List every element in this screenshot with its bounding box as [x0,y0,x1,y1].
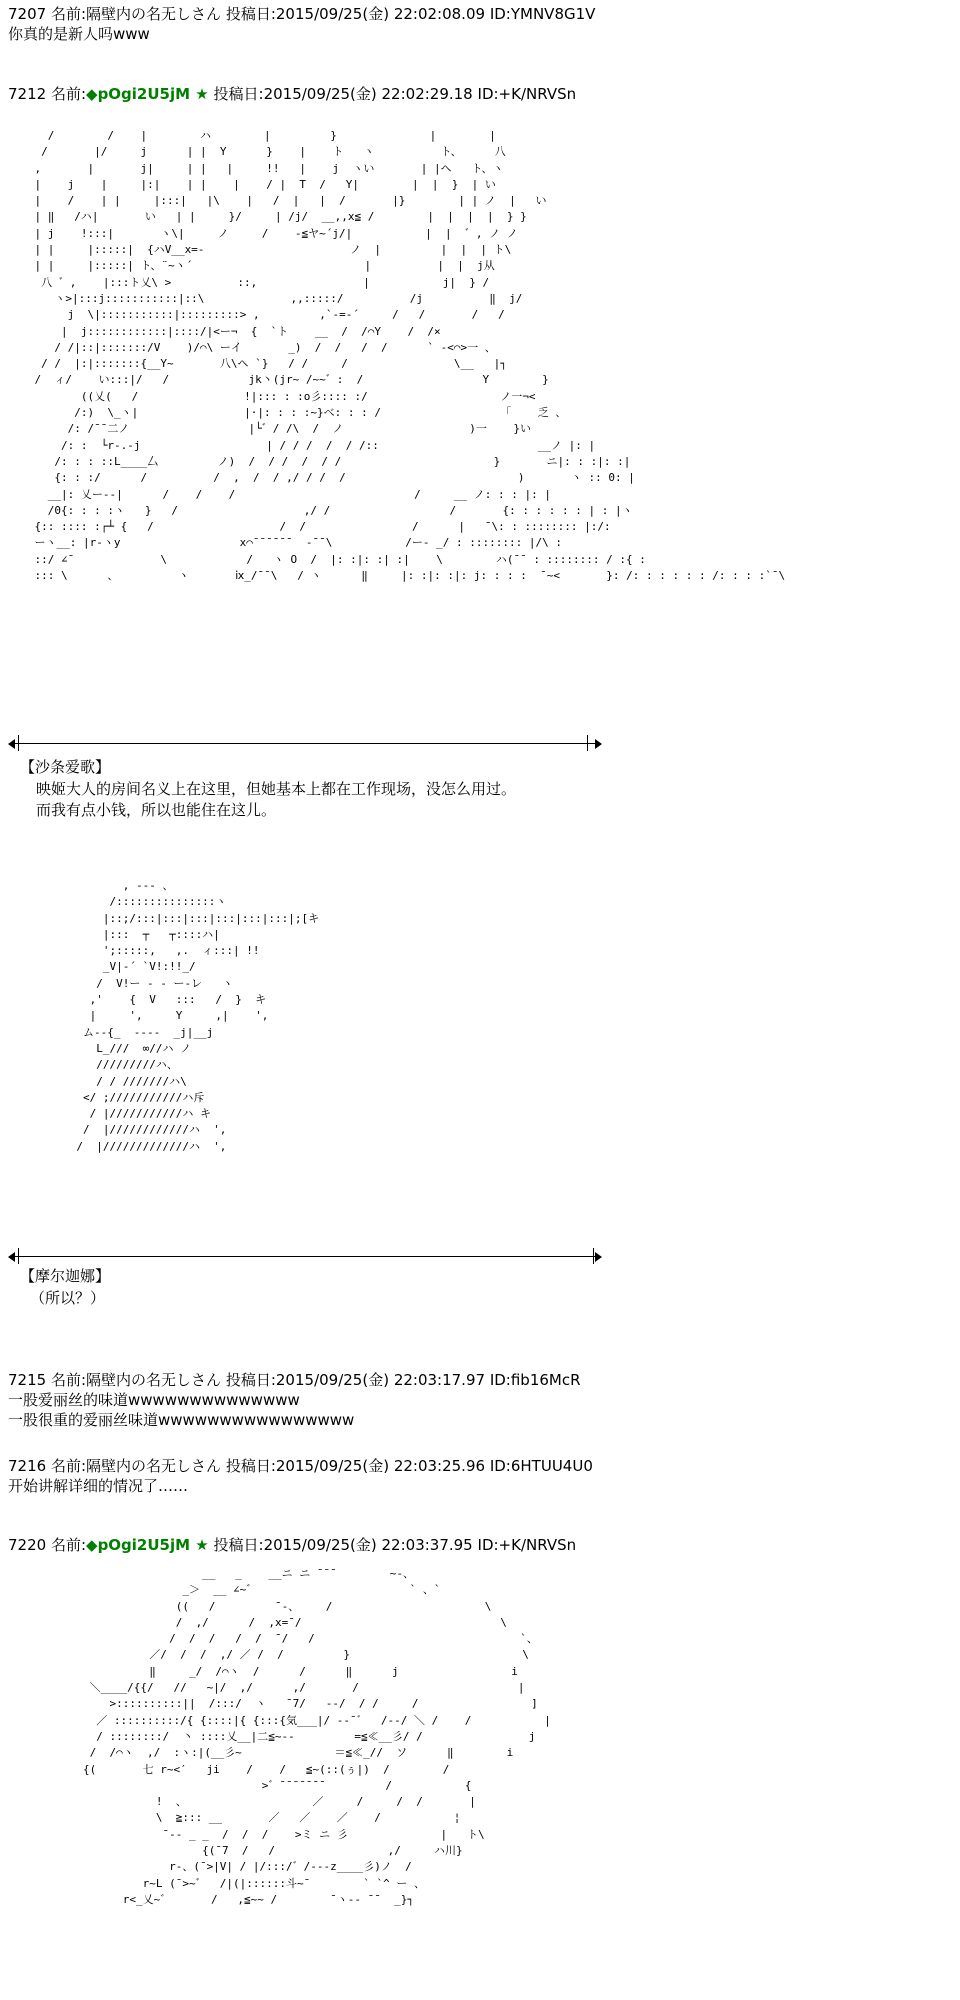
poster-id: ID:6HTUU4U0 [489,1457,593,1475]
divider-tick [593,1248,594,1264]
post-number: 7216 [8,1457,47,1475]
post-date: 2015/09/25(金) 22:02:29.18 [263,85,473,103]
post-header [8,1370,938,1390]
poster-id: ID:fib16McR [489,1371,581,1389]
ascii-art-aika: / / | ハ | } | | / |/ j | | Y } | ト ヽ ト、 八 , | j| | | | !! | j ヽい | |ヘ ト、ヽ | j | |:| | | | / | T / Y| | | } | い | / | | |:::| |\ | / | | / |} | | ノ | い | ‖ /ハ| い | | }/ | /j/ __,,x≦ / | | | | } } | j !:::| ヽ\| ノ / -≦ヤ~´j/| | | ゛, ノ ノ | | |:::::| {ハV__x=- ノ | | | | ト\ | | |:::::| ト、¨~ヽ´ | | | j从 八 ゛, |:::ト乂\ > ::, | j| } / ヽ>|:::j:::::::::::|::\ ,,:::::/ /j ‖ j/ j \|:::::::::::|:::::::::> , ,`-=‐´ / / / / | j::::::::::::|::::/|<ー¬ { `ト __ / /⌒Y / /× / /|::|:::::::/V )/⌒\ ーイ _) / / / / ` -<⌒>一 、 / / |:|:::::::{__Y~ 八\ヘ `} / / / \__ |┐ / ィ/ い:::|/ / jk丶(jr~ /~~゛: / Y } ((乂( / !|::: : :o彡:::: :/ ノ一¬< /:) \_ヽ| |·|: : : :~}べ: : : / 「 乏 、 /: /¯¯二ノ |└゛/ /\ / ノ )一 }い /: : └r‐.-j | / / / / / /:: __ノ |: | /: : : ::L____厶 ノ) / / / / / / } ニ|: : :|: :| {: : :/ / / , / / ,/ / / / ) ヽ :: 0: | __|: 乂ー‐-| / / / / __ ノ: : : |: | /0{: : : :ヽ } / ,/ / / {: : : : : : | : |ヽ {:: :::: :┌┴ { / / / / | ¯\: : :::::::: |:/: ーヽ__: |r‐ヽy x⌒¯¯¯¯¯¯ ‐¯¯\ /ー‐ _/ : :::::::: |/\ : ::/ ∠¯ \ / ヽ O / |: :|: :| :| \ ハ(¯¯ : :::::::: / :{ : ::: \ 、 ヽ ⅸ_/¯¯\ / ヽ ‖ |: :|: :|: j: : : : ¯~< }: /: : : : : : /: : : :`¯\ [34,129,786,583]
post-7215 [8,1370,938,1430]
speaker-tag: 【摩尔迦娜】 [20,1267,111,1285]
ascii-art-morgana: , ‐‐‐ 、 /:::::::::::::::ヽ |::;/:::|:::|:::|:::|:::|:::|;[キ |::: ┬ ┬::::ハ| ';:::::, ,. ィ:::| !! _V|-´ `V!:!!_/ / V!ー ‐ - ー‐レ ヽ ,' { V ::: / } キ | ', Y ,| ', ム‐‐{_ ‐‐‐‐ _j|__j L_/// ∞//ハ ノ /////////ハ、 / / ///////ハ\ </ ;///////////ハ斥 / |///////////ハ キ / |////////////ハ ', / |/////////////ハ ', [76,879,320,1153]
post-header [8,1456,938,1476]
poster-id: ID:+K/NRVSn [477,1536,577,1554]
post-text: 一股很重的爱丽丝味道wwwwwwwwwwwwwwww [8,1411,355,1429]
divider-arrow-right-icon [595,739,602,749]
divider-tick [18,735,19,751]
name-label: 名前: [50,1371,87,1389]
divider-arrow-left-icon [8,1252,15,1262]
divider-arrow-right-icon [595,1252,602,1262]
post-date: 2015/09/25(金) 22:03:25.96 [275,1457,486,1475]
post-header [8,84,938,104]
poster-name: 隔壁内の名无しさん [86,1457,222,1475]
date-label: 投稿日: [213,1536,264,1554]
post-header [8,4,938,24]
post-text: 开始讲解详细的情况了…… [8,1477,189,1495]
post-header [8,1535,938,1555]
date-label: 投稿日: [225,5,276,23]
post-7207 [8,4,938,44]
post-date: 2015/09/25(金) 22:03:37.95 [263,1536,473,1554]
speaker-tag: 【沙条爱歌】 [20,758,111,776]
poster-trip: ◆pOgi2U5jM ★ [86,85,209,103]
dialogue-line: 映姬大人的房间名义上在这里，但她基本上都在工作现场，没怎么用过。 [36,780,517,798]
date-label: 投稿日: [225,1371,276,1389]
post-number: 7212 [8,85,47,103]
post-date: 2015/09/25(金) 22:02:08.09 [275,5,486,23]
name-label: 名前: [50,5,87,23]
post-7216 [8,1456,938,1496]
divider-line [10,743,600,744]
post-7220 [8,1535,938,1555]
dialogue-line: 而我有点小钱，所以也能住在这儿。 [36,801,277,819]
ascii-art-figure: __ _ __ニ ニ ¯¯¯ ~-、 _＞ __ ∠~゛ ` 、` (( / ¯-、 / \ / ,/ / ,x=¯/ \ / / / / / ¯/ / `、 ／/ / / ,/ ／ / / } \ ‖ _/ /⌒ヽ / / ‖ j i ＼____/{{/ // ~|/ ,/ ,/ / | >::::::::::|| /:::/ ヽ ¯7/ -‐/ / / / ] ／ ::::::::::/{ {::::|{ {:::{気___|/ ‐‐¯゛ /‐‐/ ＼ / / | / ::::::::/ 丶 ::::乂__|二≦~‐‐ =≦≪__彡/ / j / /⌒ヽ ,/ :ヽ:|(__彡~ ＝≦≪_// ソ ‖ i {( 七 r~<′ ji / / ≦~(::(ぅ|) / / >゛¯¯¯¯¯¯¯ / { ! 、 ／ / / / | \ ≧::: __ ／ ／ ／ / ¦ ¯‐‐ _ _ / / / >ミ ニ 彡 | ト\ {(¯7 / / ,/ ハ川} r‐、(¯>|V| / |/:::/゛/‐‐‐z____彡)ノ / r~L (¯>~゛ /|(|::::::斗~¯ ` `^ ー 、 r<_乂~゛ / ,≦~~ / ¯ヽ‐‐ ¯¯ _}┐ [82,1567,551,1906]
name-label: 名前: [50,1457,87,1475]
name-label: 名前: [50,85,87,103]
poster-trip: ◆pOgi2U5jM ★ [86,1536,209,1554]
poster-name: 隔壁内の名无しさん [86,1371,222,1389]
poster-id: ID:+K/NRVSn [477,85,577,103]
divider-tick [587,735,588,751]
poster-id: ID:YMNV8G1V [489,5,596,23]
post-text: 一股爱丽丝的味道wwwwwwwwwwwwww [8,1391,300,1409]
post-number: 7207 [8,5,47,23]
post-date: 2015/09/25(金) 22:03:17.97 [275,1371,486,1389]
date-label: 投稿日: [225,1457,276,1475]
poster-name: 隔壁内の名无しさん [86,5,222,23]
divider-tick [18,1248,19,1264]
post-number: 7220 [8,1536,47,1554]
post-number: 7215 [8,1371,47,1389]
name-label: 名前: [50,1536,87,1554]
divider-arrow-left-icon [8,739,15,749]
post-text: 你真的是新人吗www [8,25,150,43]
date-label: 投稿日: [213,85,264,103]
dialogue-line: （所以？） [30,1289,106,1307]
post-7212 [8,84,938,104]
divider-line [10,1256,600,1257]
